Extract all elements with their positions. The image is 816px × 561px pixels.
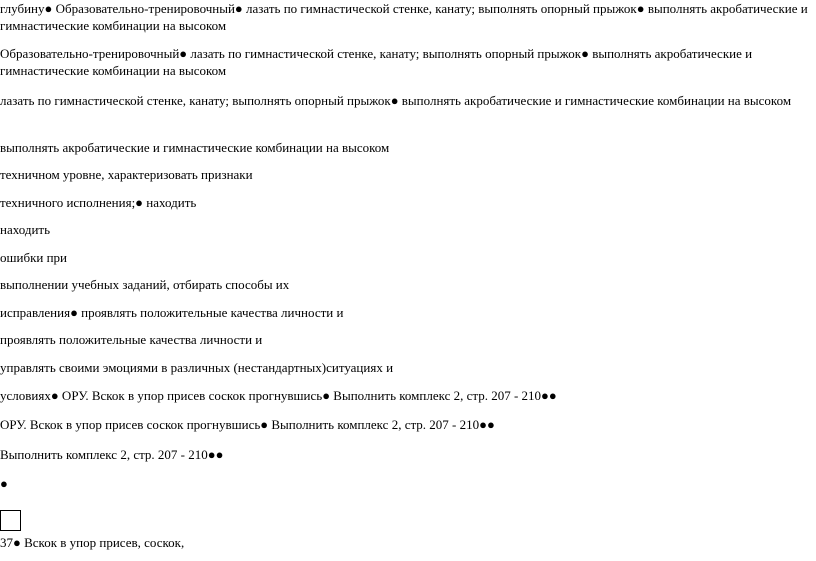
text-paragraph-6: техничного исполнения;● находить — [0, 195, 197, 210]
text-paragraph-13: условиях● ОРУ. Вскок в упор присев соскок прогнувшись● Выполнить комплекс 2, стр. 207 - 210●● — [0, 388, 557, 403]
text-paragraph-10: исправления● проявлять положительные качества личности и — [0, 305, 344, 320]
text-paragraph-2: Образовательно-тренировочный● лазать по гимнастической стенке, канату; выполнять опорный прыжок● выполнять акробатические и гимнастические комбинации на высоком — [0, 46, 753, 78]
text-paragraph-5: техничном уровне, характеризовать признаки — [0, 167, 253, 182]
text-paragraph-12: управлять своими эмоциями в различных (нестандартных)ситуациях и — [0, 360, 394, 375]
text-paragraph-9: выполнении учебных заданий, отбирать способы их — [0, 277, 290, 292]
bullet-marker: ● — [0, 476, 8, 491]
text-paragraph-14: ОРУ. Вскок в упор присев соскок прогнувшись● Выполнить комплекс 2, стр. 207 - 210●● — [0, 417, 495, 432]
text-paragraph-4: выполнять акробатические и гимнастические комбинации на высоком — [0, 140, 390, 155]
text-paragraph-8: ошибки при — [0, 250, 68, 265]
text-paragraph-11: проявлять положительные качества личности и — [0, 332, 263, 347]
text-paragraph-16: 37● Вскок в упор присев, соскок, — [0, 535, 185, 550]
empty-box — [0, 510, 21, 531]
text-paragraph-7: находить — [0, 222, 51, 237]
text-paragraph-3: лазать по гимнастической стенке, канату; выполнять опорный прыжок● выполнять акробатические и гимнастические комбинации на высоком — [0, 93, 792, 108]
text-paragraph-1: глубину● Образовательно-тренировочный● лазать по гимнастической стенке, канату; выполнять опорный прыжок● выполнять акробатические и гимнастические комбинации на высоком — [0, 1, 808, 33]
text-paragraph-15: Выполнить комплекс 2, стр. 207 - 210●● — [0, 447, 224, 462]
